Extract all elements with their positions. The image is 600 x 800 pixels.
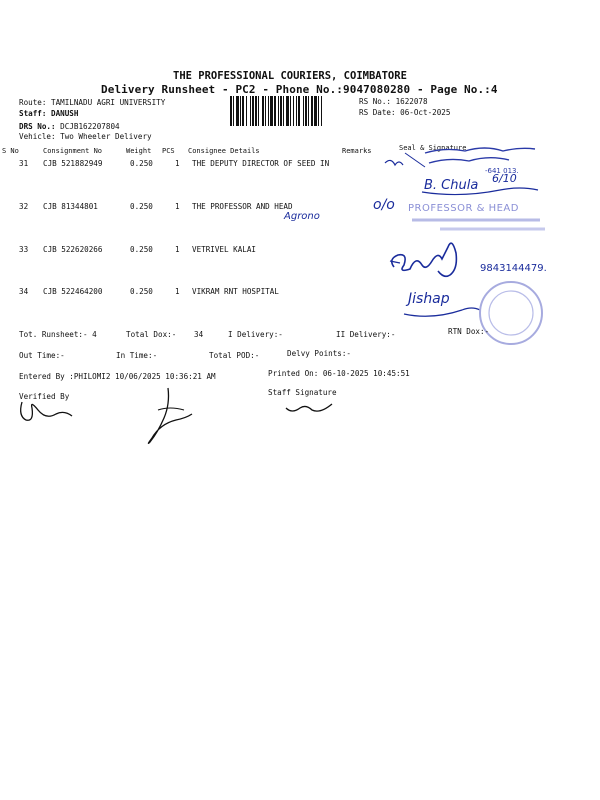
barcode [230,96,354,126]
row-weight: 0.250 [130,159,153,168]
col-seal-signature: Seal & Signature [399,144,467,152]
row-consignment: CJB 81344801 [43,202,98,211]
second-signature [140,384,200,448]
staff-row [19,109,78,118]
row-pcs: 1 [175,202,180,211]
col-consignment: Consignment No [43,147,103,155]
delvy-points: Delvy Points:- [287,349,352,358]
row-sno: 34 [19,287,29,296]
row-consignee: THE DEPUTY DIRECTOR OF SEED IN [192,159,330,168]
row-consignee: THE PROFESSOR AND HEAD [192,202,293,211]
verified-by-label: Verified By [19,392,70,401]
row31-signature: B. Chula [424,178,479,193]
drs-value: DCJB162207804 [60,122,120,131]
col-consignee: Consignee Details [188,147,260,155]
row-sno: 32 [19,202,29,211]
company-title: THE PROFESSIONAL COURIERS, COIMBATORE [173,70,407,82]
drs-row [19,122,120,131]
printed-on: Printed On: 06-10-2025 10:45:51 [268,369,410,378]
row-consignee: VIKRAM RNT HOSPITAL [192,287,279,296]
runsheet-title: Delivery Runsheet - PC2 - Phone No.:9047080280 - Page No.:4 [101,83,498,96]
i-delivery: I Delivery:- [228,330,283,339]
vehicle-label: Vehicle: Two Wheeler Delivery [19,132,152,141]
row-consignment: CJB 521882949 [43,159,103,168]
staff-signature-label: Staff Signature [268,388,337,397]
row31-pin-text: -641 013. [485,167,519,175]
staff-name: DANUSH [51,109,79,118]
rs-number: RS No.: 1622078 [359,97,428,106]
tamil-seal-strokes [385,141,545,183]
row-weight: 0.250 [130,245,153,254]
row-consignee: VETRIVEL KALAI [192,245,257,254]
row32-stamp: PROFESSOR & HEAD [408,203,519,214]
row-weight: 0.250 [130,287,153,296]
rtn-dox: RTN Dox:- [448,327,490,336]
ii-delivery: II Delivery:- [336,330,396,339]
row32-handwritten-note: Agrono [284,211,320,222]
row33-signature [386,233,476,283]
col-weight: Weight [126,147,152,155]
row34-round-seal [476,278,546,348]
drs-label: DRS No.: [19,122,56,131]
row-weight: 0.250 [130,202,153,211]
row31-date-note: 6/10 [492,172,517,185]
col-remarks: Remarks [342,147,372,155]
total-dox-value: 34 [194,330,204,339]
row-pcs: 1 [175,159,180,168]
staff-label: Staff: [19,109,47,118]
row33-phone-number: 9843144479. [480,263,547,274]
in-time: In Time:- [116,351,158,360]
row31-tamil-seal [385,141,545,183]
verified-by-signature [16,398,76,428]
row31-signature-underline [420,184,540,198]
row-sno: 33 [19,245,29,254]
table-row [0,245,600,259]
row-consignment: CJB 522464200 [43,287,103,296]
out-time: Out Time:- [19,351,65,360]
entered-by: Entered By :PHILOMI2 10/06/2025 10:36:21 AM [19,372,216,381]
row-sno: 31 [19,159,29,168]
route-label: Route: TAMILNADU AGRI UNIVERSITY [19,98,166,107]
row34-signature: Jishap [408,291,450,307]
rs-date: RS Date: 06-Oct-2025 [359,108,451,117]
total-pod: Total POD:- [209,351,260,360]
row-pcs: 1 [175,287,180,296]
total-dox-label: Total Dox:- [126,330,177,339]
row34-signature-stroke [402,302,482,322]
tot-runsheet: Tot. Runsheet:- 4 [19,330,97,339]
col-sno: S No [2,147,19,155]
col-pcs: PCS [162,147,175,155]
staff-signature [284,398,334,418]
row-consignment: CJB 522620266 [43,245,103,254]
row32-remark: o/o [373,197,395,213]
row-pcs: 1 [175,245,180,254]
